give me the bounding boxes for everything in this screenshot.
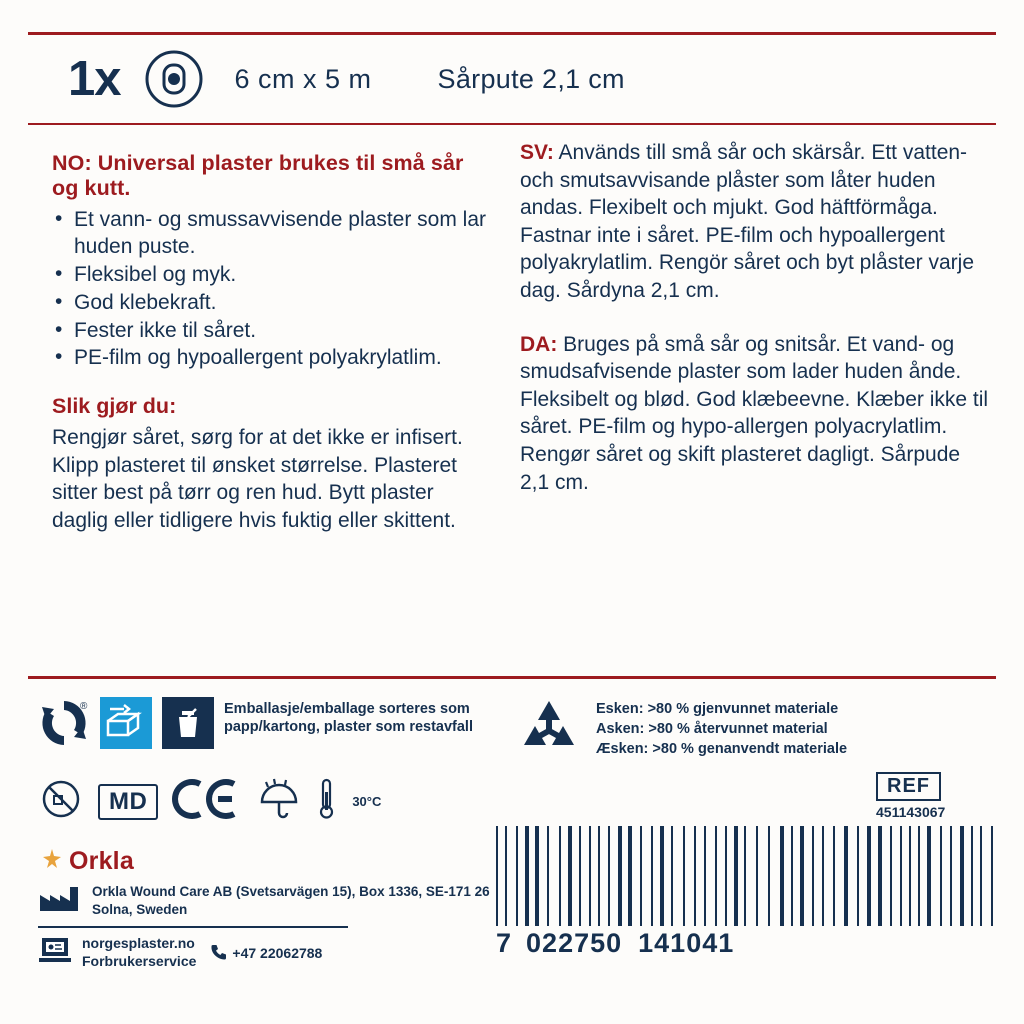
dimensions-label: 6 cm x 5 m <box>234 63 372 94</box>
recycle-line: Esken: >80 % gjenvunnet materiale <box>596 700 839 717</box>
manufacturer-factory-icon <box>38 883 82 918</box>
howto-body: Rengjør såret, sørg for at det ikke er infisert. Klipp plasteret til ønsket størrelse. Plasteret sitter best på tørr og ren hud. Bytt plaster daglig eller tidligere hvis fuktig eller skittent. <box>52 426 463 532</box>
recycle-line: Asken: >80 % återvunnet material <box>596 720 828 737</box>
quantity-label: 1x <box>68 52 121 106</box>
ref-label: REF <box>876 772 941 801</box>
footer-left <box>28 697 508 970</box>
sv-label: SV: <box>520 141 554 164</box>
instructions-section <box>28 125 996 534</box>
barcode <box>496 826 996 959</box>
recycle-info-row <box>518 697 996 760</box>
ref-number: 451143067 <box>876 804 946 820</box>
keep-dry-umbrella-icon <box>256 776 302 827</box>
header-row <box>28 35 996 123</box>
footer-inner-divider <box>38 926 348 928</box>
svg-text:®: ® <box>80 701 88 712</box>
pad-size-label: Sårpute 2,1 cm <box>437 63 625 94</box>
da-label: DA: <box>520 332 558 356</box>
swedish-block <box>520 139 990 305</box>
consumer-service-row <box>38 935 508 970</box>
list-item: • PE-film og hypoallergent polyakrylatlim. <box>52 345 490 372</box>
list-item: • Fleksibel og myk. <box>52 262 490 289</box>
list-item: • Et vann- og smussavvisende plaster som lar huden puste. <box>52 207 490 261</box>
phone-icon <box>210 943 227 963</box>
phone-row <box>210 943 322 963</box>
footer-section <box>28 676 996 970</box>
manufacturer-row <box>38 883 508 918</box>
brand-name: Orkla <box>69 847 134 875</box>
norwegian-column <box>28 139 512 534</box>
compliance-symbols-row <box>38 776 508 827</box>
no-bullet-list <box>52 207 490 372</box>
cardboard-recycling-icon <box>100 697 152 754</box>
phone-number[interactable]: +47 22062788 <box>232 944 323 961</box>
packaging-symbols-row <box>38 697 508 754</box>
packaging-instructions-text: Emballasje/emballage sorteres som papp/kartong, plaster som restavfall <box>224 701 473 735</box>
service-label: Forbrukerservice <box>82 952 197 969</box>
no-heading: NO: Universal plaster brukes til små sår og kutt. <box>52 151 464 200</box>
recycle-loop-icon <box>518 697 580 760</box>
recycle-text <box>596 699 847 759</box>
sv-da-column <box>512 139 996 534</box>
consumer-service-laptop-icon <box>38 935 72 970</box>
manufacturer-address: Orkla Wound Care AB (Svetsarvägen 15), Box 1336, SE-171 26 Solna, Sweden <box>92 884 490 917</box>
barcode-bars <box>496 826 996 926</box>
website-label[interactable]: norgesplaster.no <box>82 935 195 951</box>
temperature-limit-label: 30°C <box>352 794 382 809</box>
temperature-limit-icon <box>316 776 338 827</box>
sv-text: Används till små sår och skärsår. Ett vatten- och smutsavvisande plåster som låter huden andas. Flexibelt och mjukt. God häftförmåga. Fastnar inte i såret. PE-film och hypoallergent polyakrylatlim. Rengör såret och byt plåster varje dag. Sårdyna 2,1 cm. <box>520 141 975 303</box>
barcode-lead-digit: 7 <box>496 928 513 958</box>
list-item: • God klebekraft. <box>52 290 490 317</box>
barcode-group-1: 022750 <box>526 928 623 958</box>
medical-device-label: MD <box>98 784 158 820</box>
barcode-group-2: 141041 <box>638 928 735 958</box>
ce-mark-icon <box>172 776 242 827</box>
ref-block <box>876 772 996 820</box>
orkla-star-icon <box>42 849 62 874</box>
danish-block <box>520 331 990 497</box>
barcode-digits <box>496 928 996 959</box>
brand-row <box>38 847 508 876</box>
do-not-reuse-icon <box>38 776 84 827</box>
recycle-line: Æsken: >80 % genanvendt materiale <box>596 740 848 757</box>
list-item: • Fester ikke til såret. <box>52 318 490 345</box>
da-text: Bruges på små sår og snitsår. Et vand- og smudsafvisende plaster som lader huden ånde. Fleksibelt og blød. God klæbeevne. Klæber ikke til såret. PE-film og hypo-allergen polyacrylatlim. Rengør såret og skift plasteret dagligt. Sårpude 2,1 cm. <box>520 332 989 494</box>
howto-heading: Slik gjør du: <box>52 394 177 419</box>
footer-right <box>496 697 996 970</box>
green-dot-recycling-icon <box>38 697 90 754</box>
tape-roll-icon <box>143 48 205 110</box>
consumer-service-text <box>82 935 196 970</box>
waste-bin-icon <box>162 697 214 754</box>
